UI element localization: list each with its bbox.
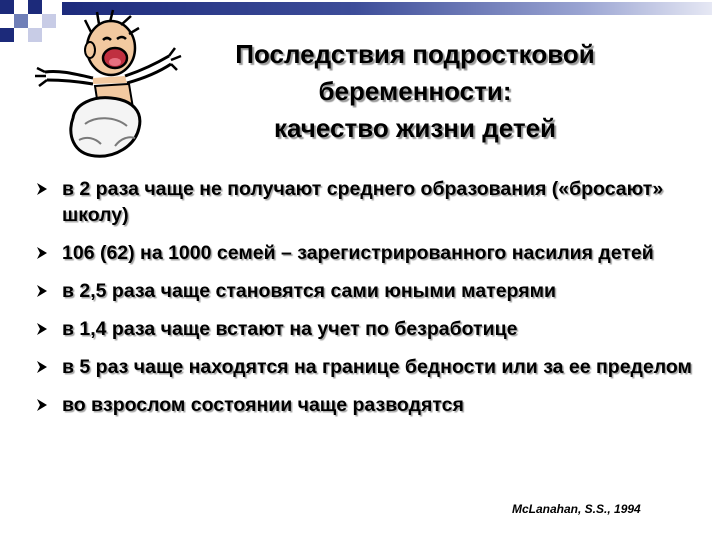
arrow-bullet-icon	[36, 398, 48, 412]
bullet-list	[36, 176, 696, 430]
arrow-bullet-icon	[36, 246, 48, 260]
bullet-text: в 5 раз чаще находятся на границе бедности или за ее пределом	[62, 356, 692, 378]
bullet-item	[36, 176, 696, 228]
bullet-text: в 2 раза чаще не получают среднего образования («бросают» школу)	[62, 178, 664, 226]
bullet-text: в 2,5 раза чаще становятся сами юными матерями	[62, 280, 557, 302]
title-line-3: качество жизни детей	[273, 113, 557, 143]
citation: McLanahan, S.S., 1994	[512, 502, 641, 516]
title-line-1: Последствия подростковой	[235, 39, 595, 69]
bullet-item	[36, 278, 696, 304]
bullet-text: 106 (62) на 1000 семей – зарегистрированного насилия детей	[62, 242, 654, 264]
bullet-item	[36, 316, 696, 342]
bullet-item	[36, 240, 696, 266]
arrow-bullet-icon	[36, 182, 48, 196]
bullet-item	[36, 354, 696, 380]
slide-title	[170, 36, 660, 147]
title-line-2: беременности:	[318, 76, 512, 106]
bullet-item	[36, 392, 696, 418]
arrow-bullet-icon	[36, 284, 48, 298]
bullet-text: во взрослом состоянии чаще разводятся	[62, 394, 464, 416]
bullet-text: в 1,4 раза чаще встают на учет по безработице	[62, 318, 518, 340]
arrow-bullet-icon	[36, 360, 48, 374]
crying-baby-illustration	[15, 8, 185, 160]
arrow-bullet-icon	[36, 322, 48, 336]
